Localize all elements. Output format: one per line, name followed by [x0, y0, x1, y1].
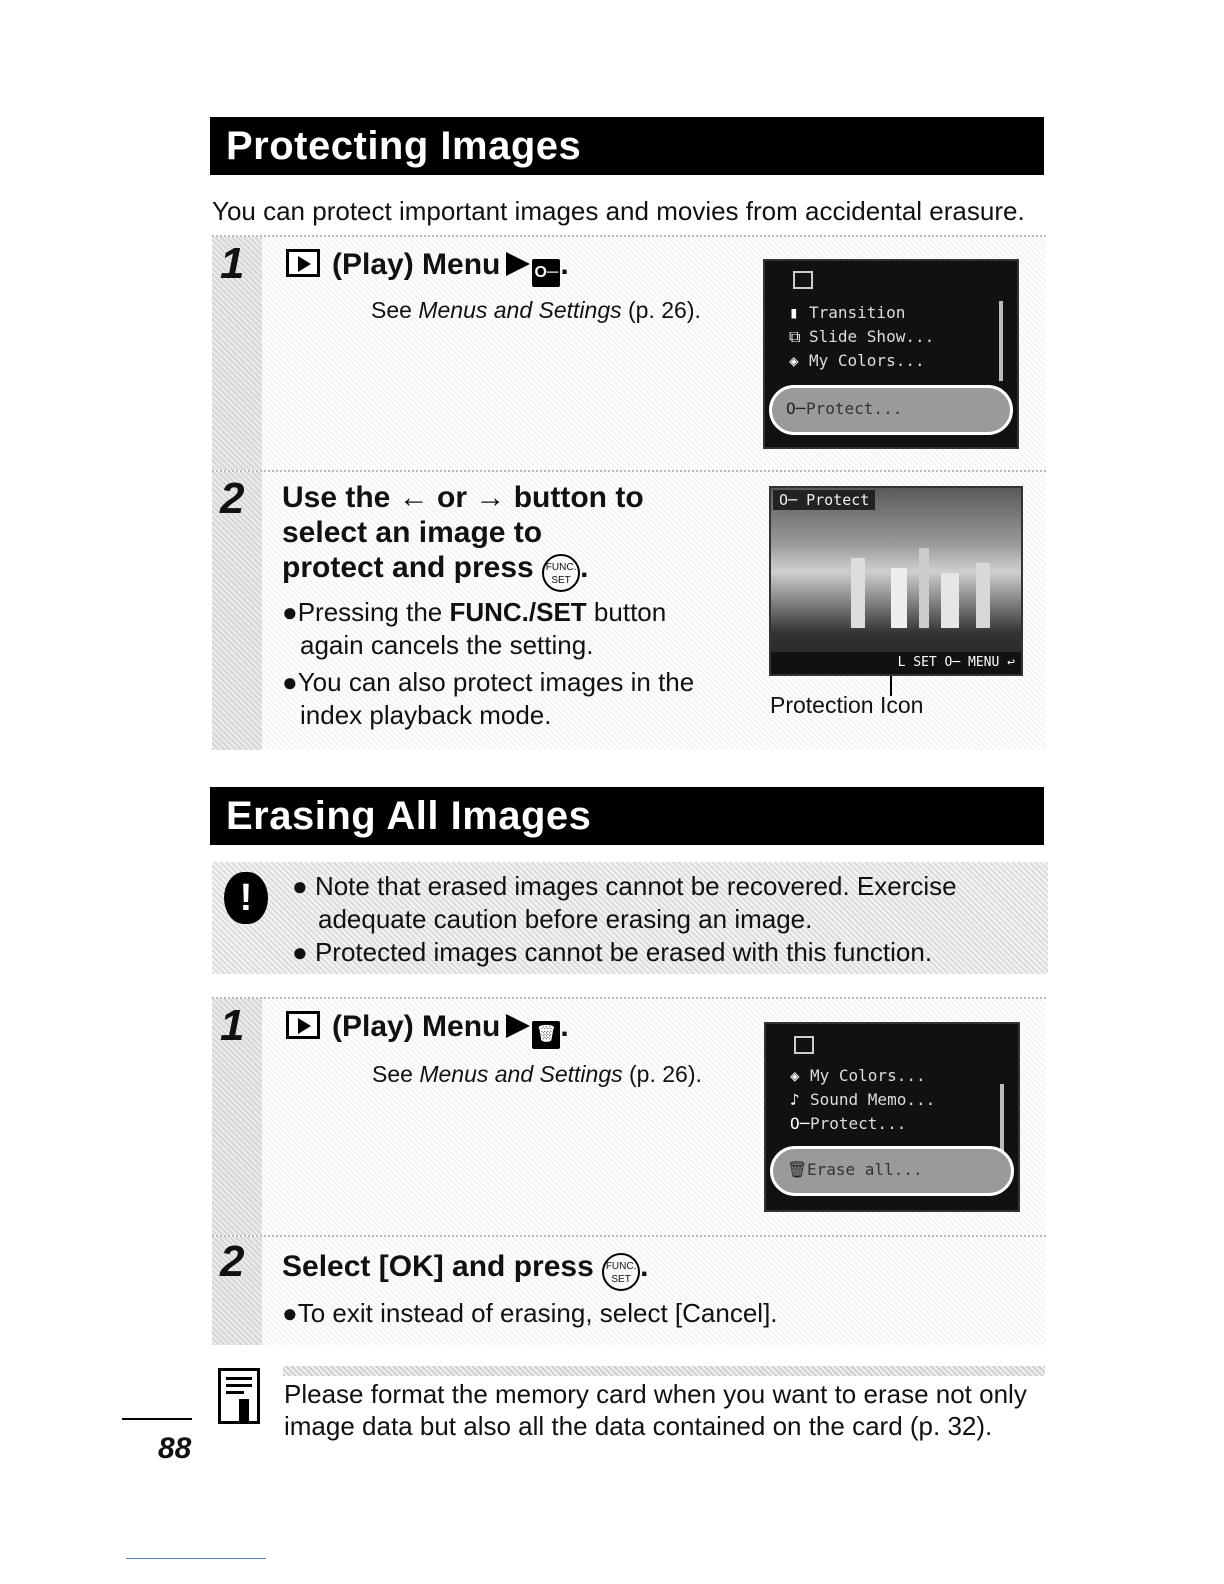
step-title: (Play) Menu O─.	[286, 247, 569, 287]
section-title-erase: Erasing All Images	[210, 787, 1044, 845]
screen-bottom-bar: L SET O─ MENU ↩	[771, 652, 1021, 674]
step-number: 2	[220, 1237, 245, 1286]
warning-2: ● Protected images cannot be erased with this function.	[292, 937, 933, 967]
key-icon: O─	[779, 491, 807, 509]
note-text: Please format the memory card when you want to erase not only image data but also all the data contained on the card (p. 32).	[284, 1379, 1027, 1441]
transition-icon: ▮	[789, 303, 799, 322]
protect-label: O─ Protect	[773, 490, 875, 510]
erase-step2	[212, 1235, 1046, 1345]
selected-menu-protect: O─Protect...	[769, 385, 1013, 435]
step-number: 1	[220, 1001, 245, 1050]
play-tab-icon	[793, 271, 813, 289]
step-bullets: ●Pressing the FUNC./SET button again cancels the setting. ●You can also protect images in the index playback mode.	[282, 597, 695, 730]
footer-line	[126, 1558, 266, 1559]
play-icon	[286, 1011, 320, 1039]
warning-1: ● Note that erased images cannot be recovered. Exercise	[292, 871, 957, 901]
step-title: Select [OK] and press FUNC. SET .	[282, 1249, 648, 1291]
func-set-button-icon: FUNC. SET	[542, 554, 580, 592]
section-title-protect: Protecting Images	[210, 117, 1044, 175]
menu-item-my-colors: ◈ My Colors...	[790, 1066, 926, 1085]
page-number-rule	[122, 1418, 192, 1420]
func-set-button-icon: FUNC. SET	[602, 1253, 640, 1291]
protect-key-icon: O─	[532, 259, 560, 287]
key-icon: O─	[786, 399, 806, 418]
step-number: 1	[220, 239, 245, 288]
trash-icon: 🗑	[787, 1160, 808, 1179]
intro-text: You can protect important images and movies from accidental erasure.	[212, 196, 1025, 226]
menu-item-slideshow: ⧉ Slide Show...	[789, 327, 935, 346]
key-icon: O─	[790, 1114, 810, 1133]
page-number: 88	[158, 1432, 192, 1465]
caution-icon: !	[224, 872, 268, 924]
step-title: (Play) Menu 🗑 .	[286, 1009, 569, 1049]
step-title: Use the ← or → button to select an image to protect and press FUNC. SET .	[282, 480, 644, 592]
arrow-right-icon	[506, 252, 530, 276]
memo-icon	[218, 1368, 260, 1424]
scrollbar	[999, 301, 1003, 381]
step-bullet: ●To exit instead of erasing, select [Cancel].	[282, 1298, 778, 1328]
camera-screen-erase-menu	[764, 1022, 1020, 1212]
menu-item-my-colors: ◈ My Colors...	[789, 351, 925, 370]
microphone-icon: ♪	[790, 1090, 800, 1109]
menu-item-protect: O─Protect...	[790, 1114, 907, 1133]
arrow-right-icon	[506, 1014, 530, 1038]
play-tab-icon	[794, 1036, 814, 1054]
selected-menu-erase-all: 🗑Erase all...	[770, 1146, 1014, 1196]
warning-1-cont: adequate caution before erasing an image.	[318, 904, 813, 934]
slideshow-icon: ⧉	[789, 327, 801, 346]
menu-item-sound-memo: ♪ Sound Memo...	[790, 1090, 936, 1109]
camera-screen-protect-menu	[763, 259, 1019, 449]
play-icon	[286, 249, 320, 277]
step-number: 2	[220, 474, 245, 523]
my-colors-icon: ◈	[789, 351, 799, 370]
scrollbar	[1000, 1084, 1004, 1154]
note-divider	[283, 1366, 1045, 1376]
camera-screen-protect-image	[769, 486, 1023, 676]
menu-item-transition: ▮ Transition	[789, 303, 906, 322]
my-colors-icon: ◈	[790, 1066, 800, 1085]
see-reference: See Menus and Settings (p. 26).	[371, 297, 701, 323]
protection-icon-caption: Protection Icon	[770, 692, 924, 718]
erase-all-icon: 🗑	[532, 1021, 560, 1049]
see-reference: See Menus and Settings (p. 26).	[372, 1061, 702, 1087]
